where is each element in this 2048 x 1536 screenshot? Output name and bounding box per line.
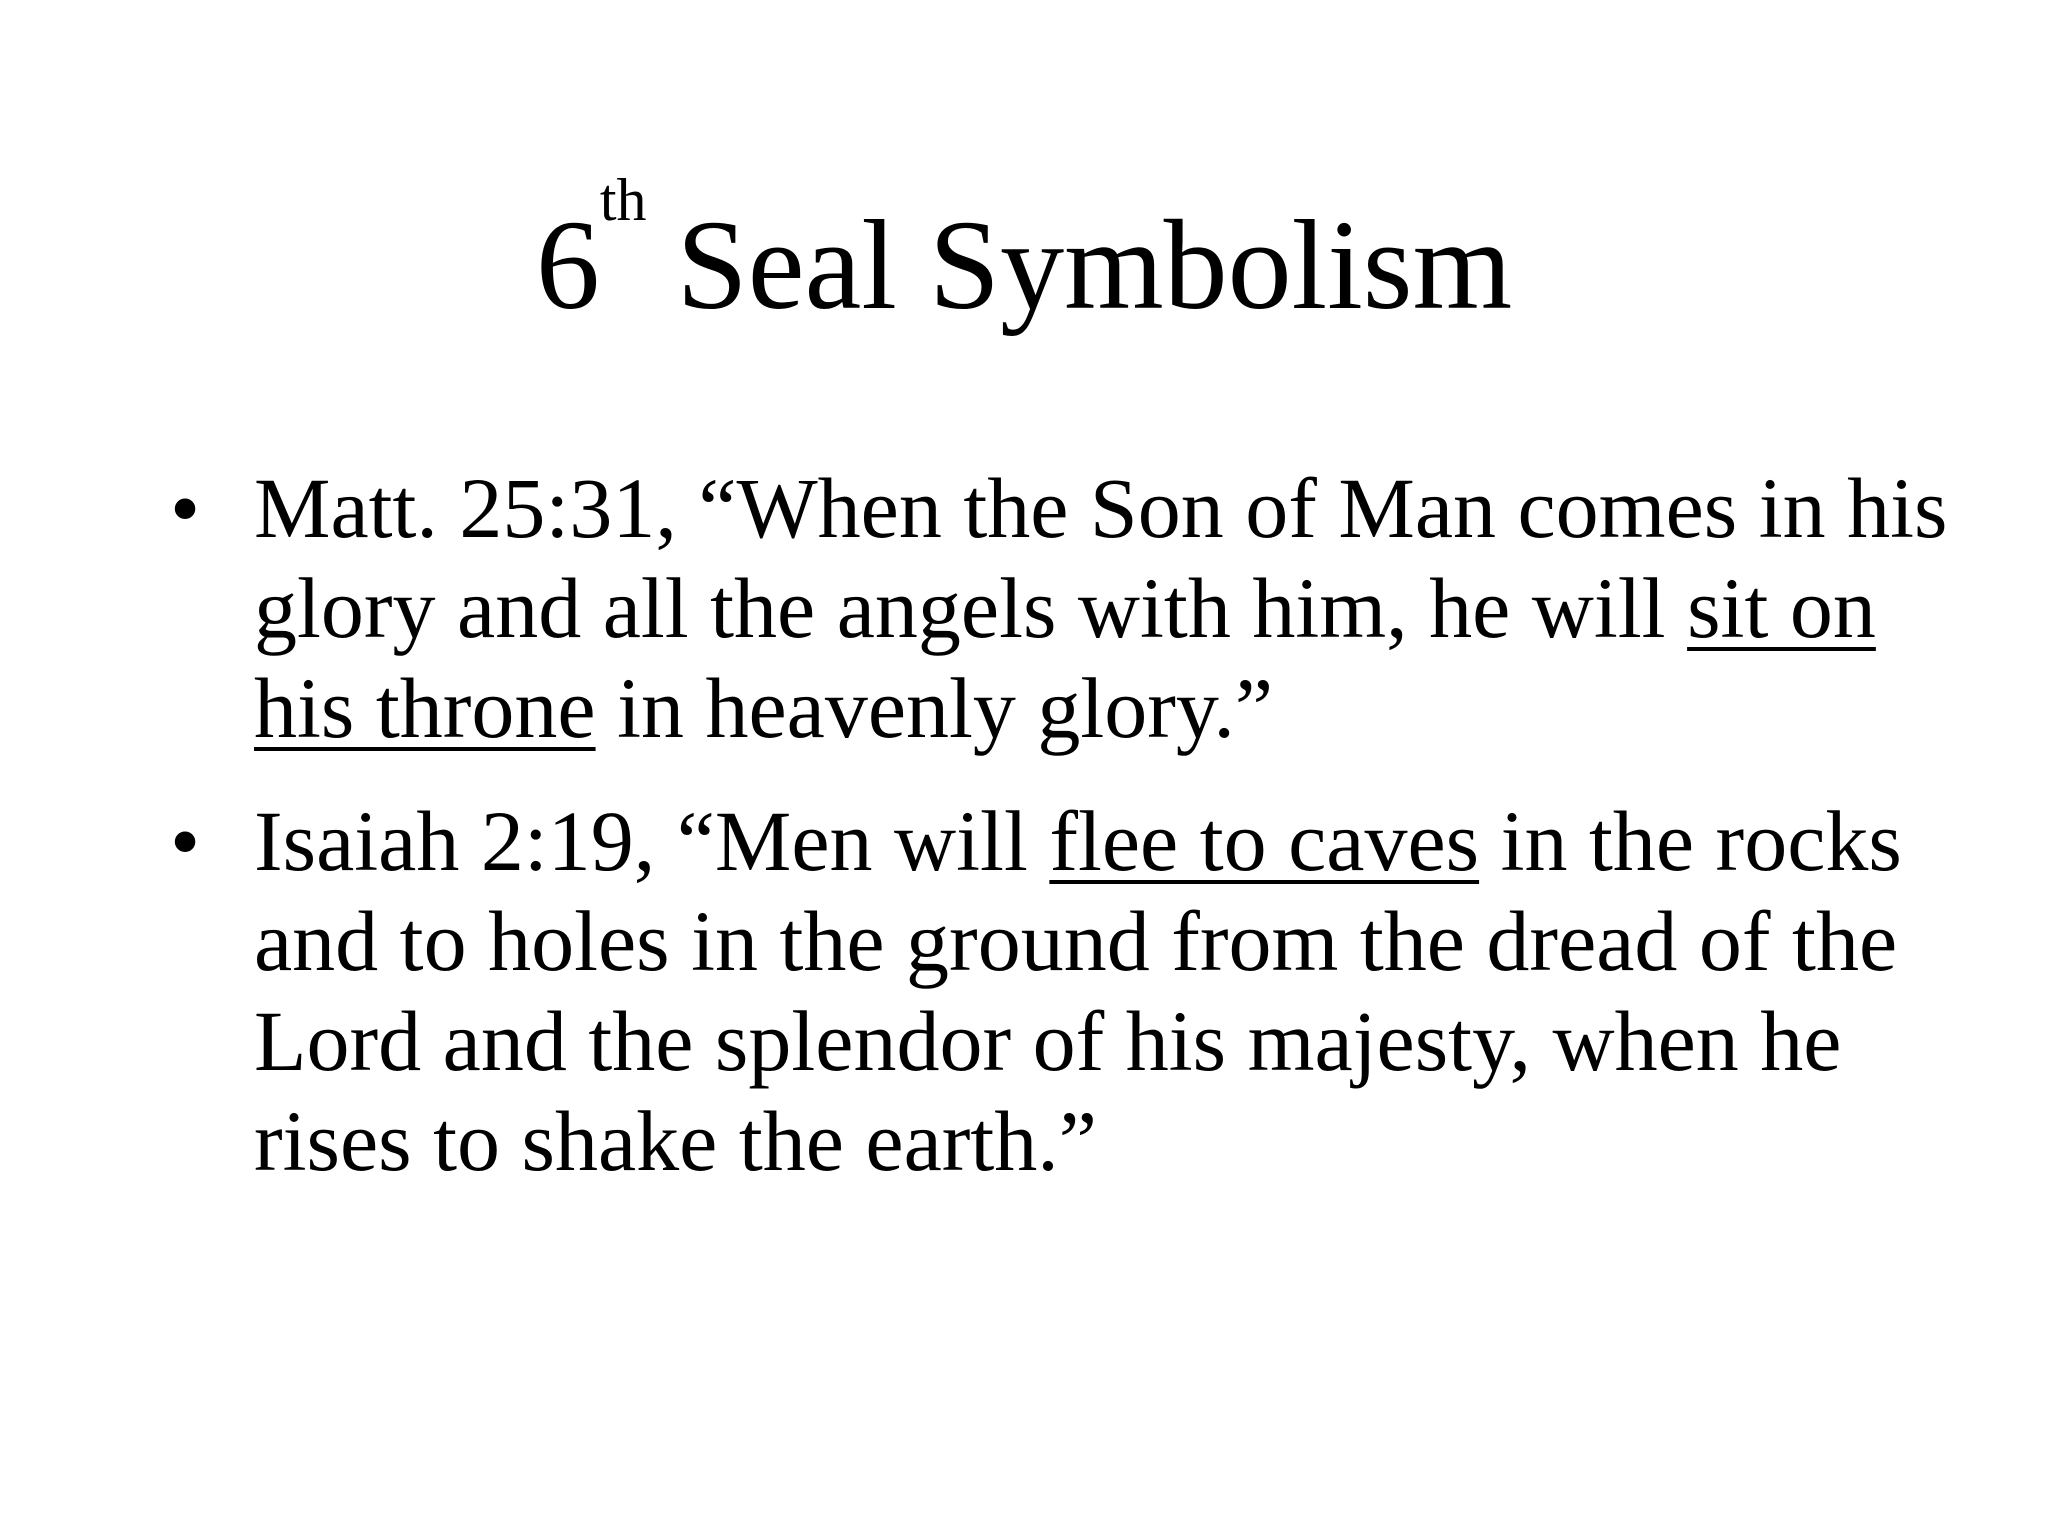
- bullet-dot-icon: •: [170, 460, 201, 556]
- bullet-text-before: Matt. 25:31, “When the Son of Man comes in his glory and all the angels with him, he will: [254, 460, 1948, 656]
- bullet-dot-icon: •: [170, 793, 201, 889]
- bullet-text-before: Isaiah 2:19, “Men will: [254, 793, 1050, 889]
- title-number: 6: [535, 194, 600, 336]
- title-ordinal-suffix: th: [599, 167, 647, 233]
- bullet-text-after: in the rocks and to holes in the ground from the dread of the Lord and the splendor of his majesty, when he rises to shake the earth.”: [254, 793, 1902, 1189]
- bullet-item-isaiah: [170, 791, 1970, 1191]
- bullet-item-matthew: [170, 458, 1970, 758]
- underlined-phrase: sit on his throne: [254, 560, 1876, 756]
- underlined-phrase: flee to caves: [1049, 793, 1480, 889]
- title-text: Seal Symbolism: [676, 194, 1513, 336]
- slide-title: [0, 167, 2048, 340]
- bullet-list: [170, 458, 1970, 1224]
- bullet-text-after: in heavenly glory.”: [595, 660, 1273, 756]
